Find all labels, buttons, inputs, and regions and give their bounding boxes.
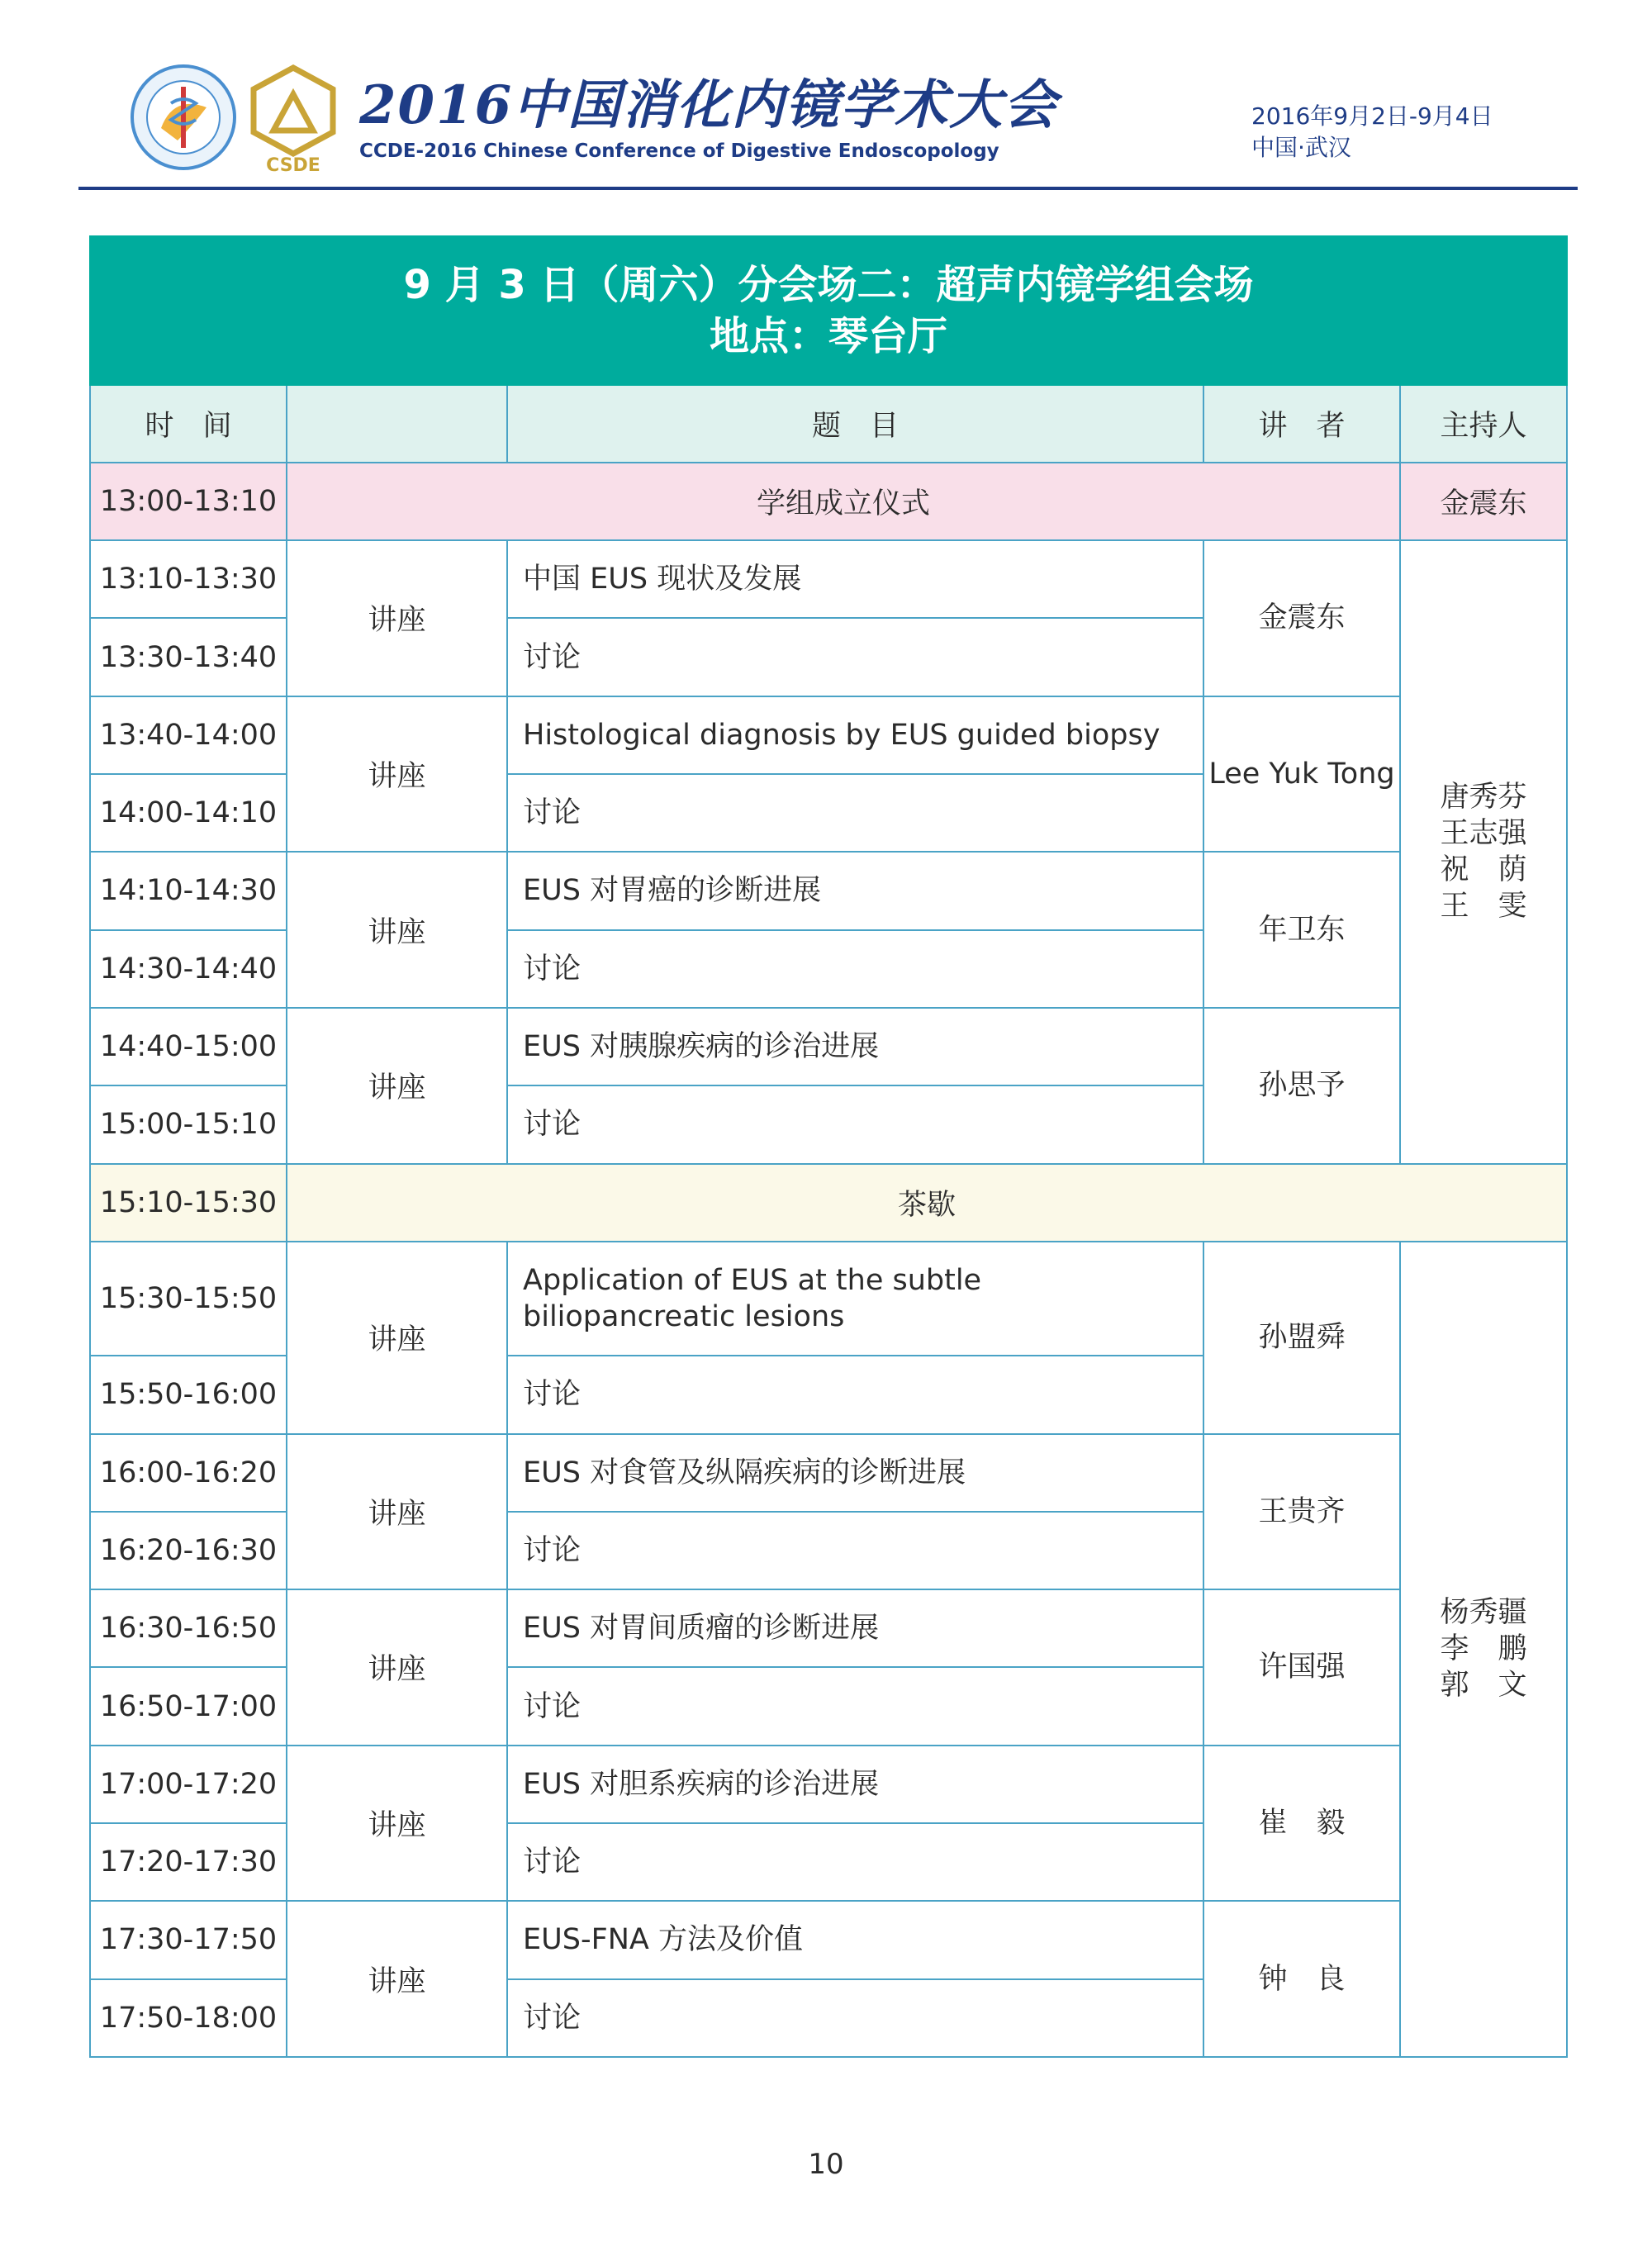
session-type-cell: 讲座 [287,852,507,1008]
conference-location: 中国·武汉 [1251,134,1351,161]
time-cell: 15:50-16:00 [90,1356,287,1433]
column-header-topic: 题 目 [507,385,1203,463]
lecture-row [90,1901,1567,1978]
topic-cell: EUS 对胆系疾病的诊治进展 [507,1746,1203,1823]
speaker-cell: 孙盟舜 [1203,1242,1400,1434]
session-type-cell: 讲座 [287,1746,507,1902]
speaker-cell: 崔 毅 [1203,1746,1400,1902]
speaker-cell: 年卫东 [1203,852,1400,1008]
column-header-time: 时 间 [90,385,287,463]
topic-cell: 讨论 [507,1356,1203,1433]
speaker-cell: 孙思予 [1203,1008,1400,1164]
session-type-cell: 讲座 [287,696,507,853]
topic-cell: 讨论 [507,1085,1203,1163]
schedule-table [89,235,1568,2058]
page-number: 10 [808,2148,844,2181]
speaker-cell: Lee Yuk Tong [1203,696,1400,853]
cma-logo [128,62,240,173]
time-cell: 15:00-15:10 [90,1085,287,1163]
time-cell: 17:00-17:20 [90,1746,287,1823]
lecture-row [90,1242,1567,1356]
topic-cell: 中国 EUS 现状及发展 [507,540,1203,618]
column-header-speaker: 讲 者 [1203,385,1400,463]
time-cell: 13:40-14:00 [90,696,287,774]
banner-title: 9 月 3 日（周六）分会场二：超声内镜学组会场 [403,261,1254,308]
time-cell: 14:00-14:10 [90,774,287,852]
topic-cell: Histological diagnosis by EUS guided biopsy [507,696,1203,774]
topic-cell: 讨论 [507,930,1203,1008]
speaker-cell: 钟 良 [1203,1901,1400,2057]
lecture-row [90,1589,1567,1667]
chair-name: 王志强 [1440,817,1527,851]
topic-cell: 讨论 [507,1512,1203,1589]
lecture-row [90,1746,1567,1823]
opening-title: 学组成立仪式 [287,463,1400,540]
topic-cell: EUS 对胰腺疾病的诊治进展 [507,1008,1203,1085]
time-cell: 16:20-16:30 [90,1512,287,1589]
lecture-row [90,852,1567,929]
chair-cell [1400,540,1567,1163]
lecture-row [90,696,1567,774]
column-header-row [90,385,1567,463]
opening-ceremony-row [90,463,1567,540]
time-cell: 15:10-15:30 [90,1164,287,1242]
time-cell: 14:40-15:00 [90,1008,287,1085]
session-type-cell: 讲座 [287,1589,507,1746]
column-header-type [287,385,507,463]
banner-venue: 地点：琴台厅 [709,312,947,359]
time-cell: 15:30-15:50 [90,1242,287,1356]
topic-cell: EUS 对食管及纵隔疾病的诊断进展 [507,1434,1203,1512]
chair-name: 李 鹏 [1440,1632,1527,1666]
csde-logo [244,64,343,173]
title-block [359,74,1058,162]
time-cell: 14:30-14:40 [90,930,287,1008]
topic-cell: 讨论 [507,1667,1203,1745]
time-cell: 17:50-18:00 [90,1979,287,2057]
chair-name: 祝 荫 [1440,853,1527,887]
csde-logo-text: CSDE [266,155,320,173]
topic-cell: Application of EUS at the subtle biliopancreatic lesions [507,1242,1203,1356]
column-header-chair: 主持人 [1400,385,1567,463]
topic-cell: 讨论 [507,774,1203,852]
time-cell: 16:50-17:00 [90,1667,287,1745]
session-type-cell: 讲座 [287,1434,507,1590]
topic-cell: EUS 对胃间质瘤的诊断进展 [507,1589,1203,1667]
time-cell: 17:20-17:30 [90,1823,287,1901]
chair-name: 王 雯 [1440,890,1527,924]
time-cell: 13:00-13:10 [90,463,287,540]
topic-cell: 讨论 [507,618,1203,696]
page-header [78,50,1578,190]
time-cell: 14:10-14:30 [90,852,287,929]
lecture-row [90,1434,1567,1512]
lecture-row [90,1008,1567,1085]
banner-cell [90,236,1567,385]
time-cell: 17:30-17:50 [90,1901,287,1978]
conference-date: 2016年9月2日-9月4日 [1251,102,1493,130]
topic-cell: 讨论 [507,1979,1203,2057]
opening-chair: 金震东 [1400,463,1567,540]
topic-cell: EUS-FNA 方法及价值 [507,1901,1203,1978]
time-cell: 13:10-13:30 [90,540,287,618]
chair-name: 郭 文 [1440,1669,1527,1703]
session-type-cell: 讲座 [287,1242,507,1434]
chair-cell [1400,1242,1567,2057]
conference-title: 2016中国消化内镜学术大会 [359,74,1059,136]
time-cell: 13:30-13:40 [90,618,287,696]
tea-break-row [90,1164,1567,1242]
topic-cell: 讨论 [507,1823,1203,1901]
tea-break-title: 茶歇 [287,1164,1567,1242]
speaker-cell: 王贵齐 [1203,1434,1400,1590]
speaker-cell: 许国强 [1203,1589,1400,1746]
session-banner [90,236,1567,385]
chair-name: 唐秀芬 [1440,781,1527,815]
session-type-cell: 讲座 [287,540,507,696]
header-divider [78,187,1578,190]
conference-subtitle: CCDE-2016 Chinese Conference of Digestive Endoscopology [359,140,999,162]
speaker-cell: 金震东 [1203,540,1400,696]
session-type-cell: 讲座 [287,1008,507,1164]
chair-name: 杨秀疆 [1440,1596,1527,1630]
time-cell: 16:30-16:50 [90,1589,287,1667]
topic-cell: EUS 对胃癌的诊断进展 [507,852,1203,929]
time-cell: 16:00-16:20 [90,1434,287,1512]
lecture-row [90,540,1567,618]
date-location [1251,101,1493,164]
session-type-cell: 讲座 [287,1901,507,2057]
